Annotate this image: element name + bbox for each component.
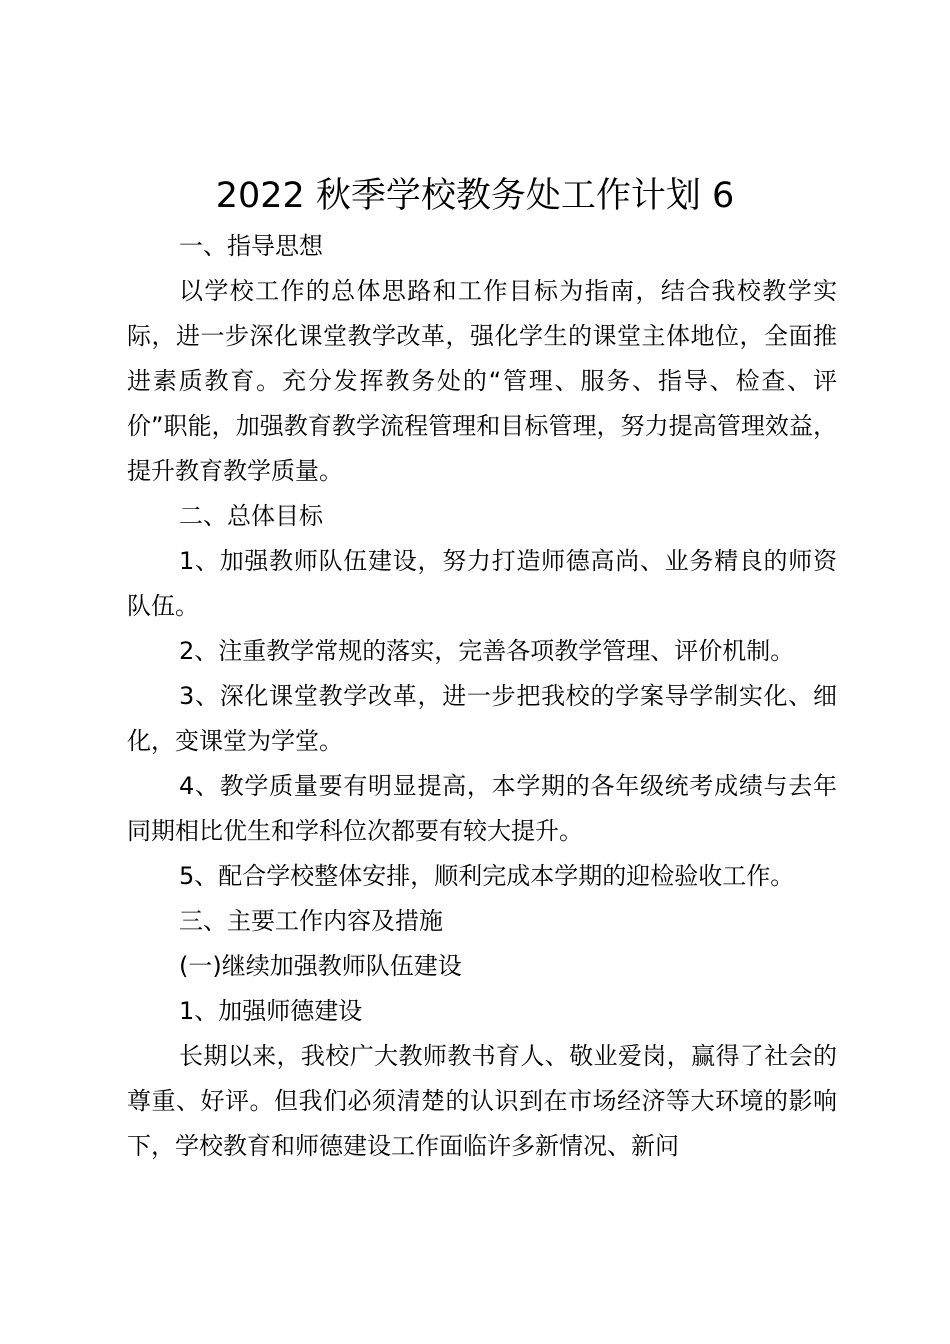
goal-item-2: 2、注重教学常规的落实，完善各项教学管理、评价机制。 — [179, 637, 795, 665]
paragraph-guiding-ideology: 以学校工作的总体思路和工作目标为指南，结合我校教学实际，进一步深化课堂教学改革，强化学生的课堂主体地位，全面推进素质教育。充分发挥教务处的“管理、服务、指导、检查、评价”职能，加强教育教学流程管理和目标管理，努力提高管理效益，提升教育教学质量。 — [127, 277, 837, 485]
heading-guiding-ideology: 一、指导思想 — [179, 232, 323, 260]
paragraph-teacher-ethics: 长期以来，我校广大教师教书育人、敬业爱岗，赢得了社会的尊重、好评。但我们必须清楚的认识到在市场经济等大环境的影响下，学校教育和师德建设工作面临许多新情况、新问 — [127, 1042, 837, 1160]
goal-item-4: 4、教学质量要有明显提高，本学期的各年级统考成绩与去年同期相比优生和学科位次都要有较大提升。 — [127, 772, 837, 845]
goal-item-1: 1、加强教师队伍建设，努力打造师德高尚、业务精良的师资队伍。 — [127, 547, 837, 620]
document-title: 2022 秋季学校教务处工作计划 6 — [215, 176, 735, 216]
goal-item-5: 5、配合学校整体安排，顺利完成本学期的迎检验收工作。 — [179, 862, 795, 890]
document-body — [127, 224, 837, 1169]
heading-main-work: 三、主要工作内容及措施 — [179, 907, 443, 935]
subheading-teacher-team: (一)继续加强教师队伍建设 — [179, 952, 462, 980]
subheading-teacher-ethics: 1、加强师德建设 — [179, 997, 363, 1025]
goal-item-3: 3、深化课堂教学改革，进一步把我校的学案导学制实化、细化，变课堂为学堂。 — [127, 682, 837, 755]
heading-overall-goals: 二、总体目标 — [179, 502, 323, 530]
